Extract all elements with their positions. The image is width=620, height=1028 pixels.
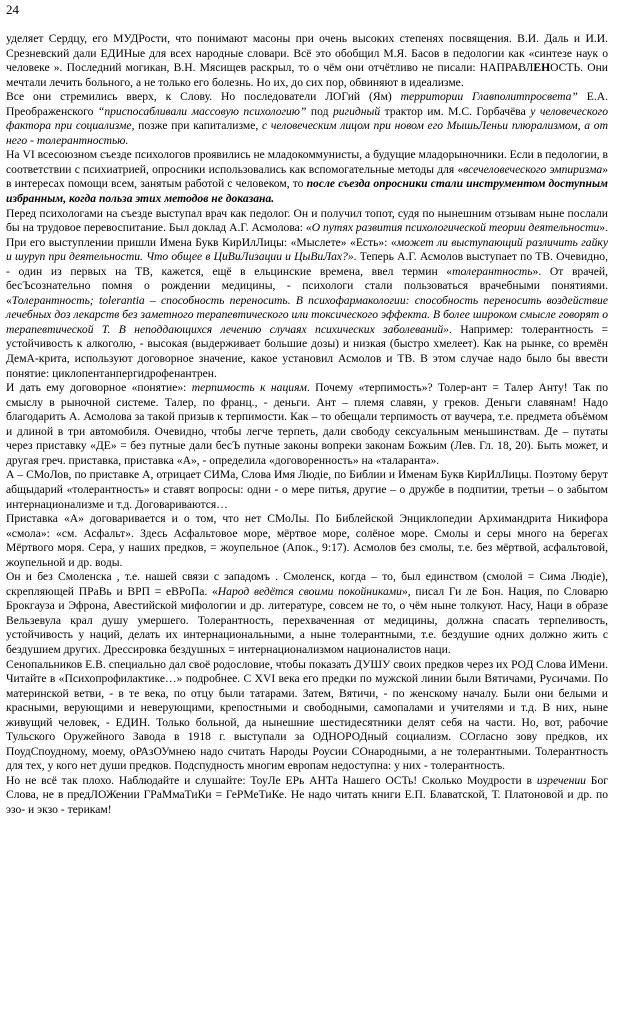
text-run: . Почему «терпимость»? Толер-ант = Талер Анту! Так по смыслу в рыночной системе. Талер, по франц., - деньги. Ант – племя славян, у греков. Деньги славянам! Надо благодарить А. Асмолова за такой призыв к терпимости. Как – то обещали терпимость от ваучера, т.е. предмета объёмом и длиной в три автомобиля. Очевидно, чтобы легче терпеть, дали свободу сексуальным меньшинствам. Де – путаты через приставку «ДЕ» = без путные дали бесЪ путные законы вопреки законам Божьим (Лев. Гл. 18, 20). Быть может, и другая греч. приставка, приставка «А», - определила «договоренность» на «таларанта». bbox=[6, 381, 608, 467]
text-run: , позже при капитализме, bbox=[131, 119, 263, 133]
italic-run: территории Главполитпросвета” bbox=[400, 90, 578, 104]
paragraph bbox=[6, 148, 608, 206]
body-text bbox=[6, 32, 608, 818]
text-run: ОСТЬ. Они мечтали лечить больного, а не только его болезнь. Но их, до сих пор, обвиняют в идеализме. bbox=[6, 61, 608, 89]
text-run: А – СМоЛов, по приставке А, отрицает СИМа, Слова Имя Людіе, по Библии и Именам Букв КирИлЛицы. Поэтому берут абщыдарий «толерантность» и ставят вопросы: одни - о мере питья, другие – о дружбе в подпитии, третьи – о забытом интернационализме и т.д. Договариваются… bbox=[6, 468, 608, 511]
bold-run: ЕН bbox=[533, 61, 551, 75]
paragraph bbox=[6, 774, 608, 818]
italic-run: всечеловеческого эмпиризма bbox=[463, 162, 603, 176]
text-run: На VI всесоюзном съезде психологов проявились не младокоммунисты, а будущие младорыночники. Если в педологии, в соответствии с психиатрией, опросники использовались как вспомогательные методы для « bbox=[6, 148, 608, 176]
text-run: Е.А. Преображенского bbox=[6, 90, 608, 118]
text-run: Перед психологами на съезде выступал врач как педолог. Он и получил топот, судя по нынешним отзывам ныне послали бы на трудовое перевоспитание. Был доклад А.Г. Асмолова: « bbox=[6, 206, 608, 235]
paragraph bbox=[6, 468, 608, 512]
text-run: под bbox=[306, 104, 333, 118]
italic-run: Народ ведётся своими покойниками bbox=[217, 584, 402, 598]
paragraph bbox=[6, 207, 608, 382]
italic-run: с человеческим лицом при новом его МышьЛеньи плюрализмом, а от него - толерантностью. bbox=[6, 119, 608, 147]
italic-run: терпимость к нациям bbox=[191, 381, 307, 395]
text-run: ». От врачей, бесЪсознательно помня о рождении медицины, - психологи стали пользоваться врачебными понятиями. « bbox=[6, 264, 608, 307]
italic-run: О путях развития психологической теории деятельности bbox=[311, 221, 600, 235]
text-run: трактор им. М.С. Горбачёва bbox=[380, 104, 531, 118]
italic-run: изречении bbox=[536, 773, 586, 787]
paragraph bbox=[6, 381, 608, 468]
italic-run: ригидный bbox=[332, 104, 381, 118]
paragraph bbox=[6, 570, 608, 657]
text-run: Приставка «А» договаривается и о том, что нет СМоЛы. По Библейской Энциклопедии Архимандрита Никифора «смола»: «см. Асфальт». Здесь Асфальтовое море, мёртвое море, солёное море. Смолы и серы много на берегах Мёртвого моря. Сера, у наших предков, = жоупельное (Апок., 9:17). Асмолов без смолы, т.е. без мёртвой, асфальтовой, жоупельной и др. воды. bbox=[6, 512, 608, 569]
text-run: Но не всё так плохо. Наблюдайте и слушайте: ТоуЛе ЕРь АНТа Нашего ОСТь! Сколько Моудрости в bbox=[6, 773, 537, 787]
italic-run: у человеческого фактора при социализме bbox=[6, 104, 608, 133]
paragraph bbox=[6, 512, 608, 570]
text-run: Сенопальников Е.В. специально дал своё родословие, чтобы показать ДУШУ своих предков через их РОД Слова ИМени. Читайте в «Психопрофилактике…» подробнее. С XVI века его предки по мужской линии были Вятичами, Русичами. По материнской ветви, - в те века, по отцу были татарами. Затем, Вятичи, - по женскому началу. Были они белыми и красными, верующими и неверующими, крепостными и свободными, самопалами и учителями и т.д. В них, ныне живущий человек, - ЕДИН. Только больной, да нынешние шестидесятники делят себя на части. Но, вот, рабочие Тульского Оружейного Завода в 1918 г. выступали за ОДНОРОДный социализм. СОгласно зову предков, их ПоудСпоудному, моему, оРАзОУмнею надо считать Народы Роусии СОнародными, а не толерантными. Толерантность для тех, у кого нет души предков. Подспудность многим европам недоступна: у них - толерантность. bbox=[6, 657, 608, 773]
text-run: Все они стремились вверх, к Слову. Но последователи ЛОГий (Ям) bbox=[6, 90, 401, 104]
paragraph bbox=[6, 658, 608, 774]
paragraph bbox=[6, 32, 608, 90]
italic-run: толерантность bbox=[452, 264, 533, 278]
text-run: И дать ему договорное «понятие»: bbox=[6, 381, 192, 395]
bold-italic-run: после съезда опросники стали инструментом доступным избранным, когда польза этих методов не доказана. bbox=[6, 177, 608, 206]
text-run: . Теперь А.Г. Асмолов выступает по ТВ. Очевидно, - один из первых на ТВ, кажется, ещё в ельцинские времена, ввел термин « bbox=[6, 250, 608, 278]
page-number: 24 bbox=[6, 2, 19, 17]
text-run: Он и без Смоленска , т.е. нашей связи с западомъ . Смоленск, когда – то, был единством (смолой = Сима Людіе), скрепляющей ПРаВь и ВРП = еВРоПа. « bbox=[6, 570, 608, 598]
text-run: Бог Слова, не в предЛОЖении ГРаМмаТиКи = ГеРМеТиКе. Не надо читать книги Е.П. Блаватской, Т. Платоновой и др. по эзо- и экзо - терикам! bbox=[6, 773, 608, 816]
text-run: уделяет Сердцу, его МУДРости, что понимают масоны при очень высоких степенях посвящения. В.И. Даль и И.И. Срезневский дали ЕДИНые для всех народные словари. Всё это обобщил М.Я. Басов в педологии как «синтезе наук о человеке ». Последний могикан, В.Н. Мясищев раскрыл, то о чём они отчётливо не писали: НАПРАВЛ bbox=[6, 32, 608, 75]
text-run: », писал Ги ле Бон. Нация, по Словарю Брокгауза и Эфрона, Авестийской мифологии и др. литературе, совсем не то, о чём ныне толкуют. Насу, Наци в образе Вельзевула крал душу умершего. Толерантность, перехваченная от медицины, должна спасать терпеливость, устойчивость у наций, делать их интернациональными, а ныне толерантными, т.е. бездушие одних должно жить с бездушием других. Дрессировка бездушных = интернационализмом националистов наци. bbox=[6, 584, 608, 656]
text-run: » в интересах помощи всем, занятым работой с человеком, то bbox=[6, 162, 608, 191]
text-run: . Например: толерантность = устойчивость к алкоголю, - высокая (выдерживает большие дозы) и низкая (быстро хмелеет). Как на рынке, со времён ДемА-крита, используют договорное значение, какое установил Асмолов и ТВ. В этом случае надо было бы ввести понятие: циклопентанпергидрофенантрен. bbox=[6, 322, 608, 380]
italic-run: может ли выступающий различить гайку и шуруп при деятельности. Что общее в ЦиВиЛизации и ЦыВиЛах?» bbox=[6, 235, 608, 264]
italic-run: Толерантность; tolerantia – способность переносить. В психофармакологии: способность переносить воздействие лечебных доз лекарств без заметного терапевтического или токсического эффекта. В более широком смысле говорят о терапевтической Т. В неподдающихся лечению случаях психических заболеваний» bbox=[6, 293, 608, 336]
text-run: ». При его выступлении пришли Имена Букв КирИлЛицы: «Мыслете» «Есть»: « bbox=[6, 221, 608, 249]
italic-run: “приспосабливали массовую психологию” bbox=[97, 104, 307, 118]
paragraph bbox=[6, 90, 608, 148]
